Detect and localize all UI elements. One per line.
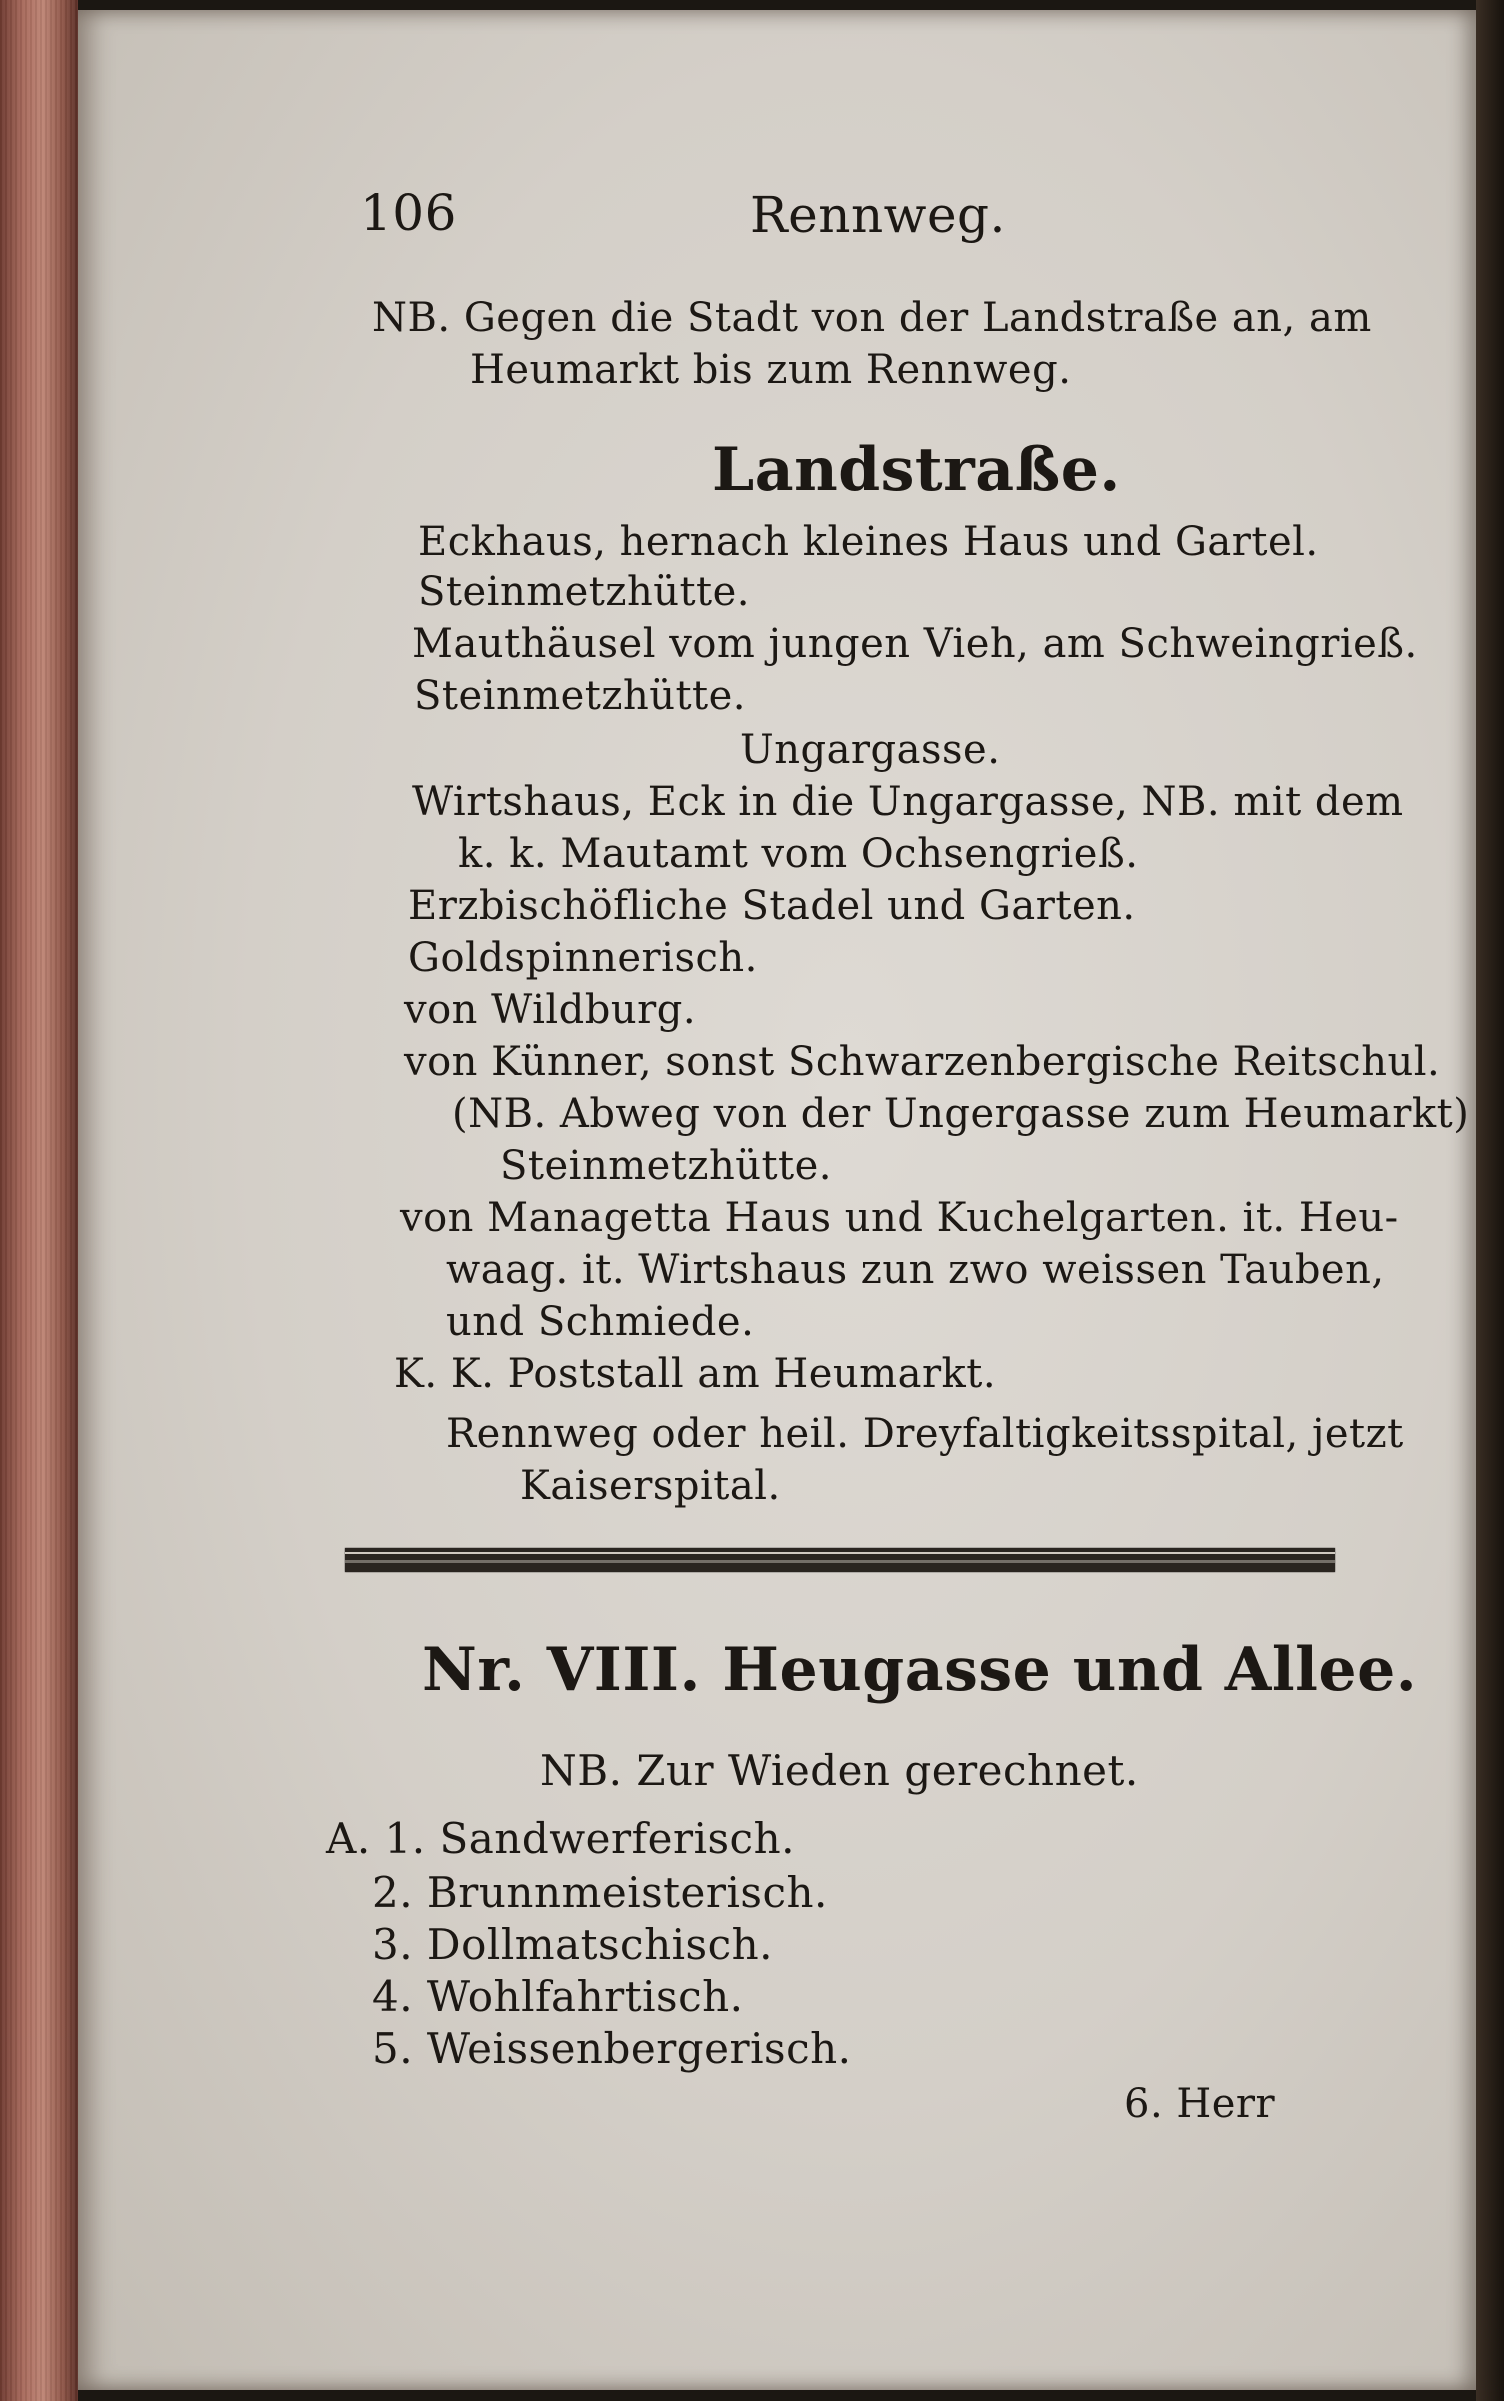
book-spine [0, 0, 78, 2401]
page-edge [1476, 0, 1504, 2401]
entry-line: Kaiserspital. [520, 1463, 781, 1509]
entry-line: Steinmetzhütte. [500, 1143, 833, 1189]
entry-line: von Wildburg. [404, 987, 697, 1033]
entry-line: und Schmiede. [446, 1299, 755, 1345]
section-divider-rule [345, 1548, 1335, 1572]
section-note: NB. Zur Wieden gerechnet. [540, 1746, 1139, 1795]
entry-line: Rennweg oder heil. Dreyfaltigkeitsspital, jetzt [446, 1411, 1404, 1457]
entry-line: Erzbischöfliche Stadel und Garten. [408, 883, 1136, 929]
top-note-line-2: Heumarkt bis zum Rennweg. [470, 347, 1072, 393]
entry-line: Eckhaus, hernach kleines Haus und Gartel. [418, 519, 1319, 565]
list-item: 2. Brunnmeisterisch. [372, 1868, 828, 1917]
entry-line: Wirtshaus, Eck in die Ungargasse, NB. mit dem [412, 779, 1404, 825]
page-number: 106 [360, 184, 457, 242]
entry-line: k. k. Mautamt vom Ochsengrieß. [458, 831, 1139, 877]
running-title: Rennweg. [750, 186, 1006, 244]
entry-line: waag. it. Wirtshaus zun zwo weissen Tauben, [446, 1247, 1385, 1293]
section-heading: Landstraße. [712, 435, 1121, 505]
entry-line: (NB. Abweg von der Ungergasse zum Heumarkt) [452, 1091, 1470, 1137]
entry-line: Steinmetzhütte. [414, 673, 747, 719]
entry-line: Steinmetzhütte. [418, 569, 751, 615]
sub-heading: Ungargasse. [740, 727, 1001, 773]
top-note-line-1: NB. Gegen die Stadt von der Landstraße an, am [372, 295, 1372, 341]
entry-line: K. K. Poststall am Heumarkt. [394, 1351, 997, 1397]
list-item: A. 1. Sandwerferisch. [326, 1814, 795, 1863]
catchword: 6. Herr [1124, 2081, 1276, 2127]
entry-line: Mauthäusel vom jungen Vieh, am Schweingrieß. [412, 621, 1418, 667]
section-title: Nr. VIII. Heugasse und Allee. [422, 1635, 1418, 1705]
entry-line: von Managetta Haus und Kuchelgarten. it. Heu- [400, 1195, 1399, 1241]
list-item: 5. Weissenbergerisch. [372, 2024, 852, 2073]
entry-line: von Künner, sonst Schwarzenbergische Reitschul. [404, 1039, 1441, 1085]
entry-line: Goldspinnerisch. [408, 935, 758, 981]
list-item: 3. Dollmatschisch. [372, 1920, 774, 1969]
list-item: 4. Wohlfahrtisch. [372, 1972, 744, 2021]
